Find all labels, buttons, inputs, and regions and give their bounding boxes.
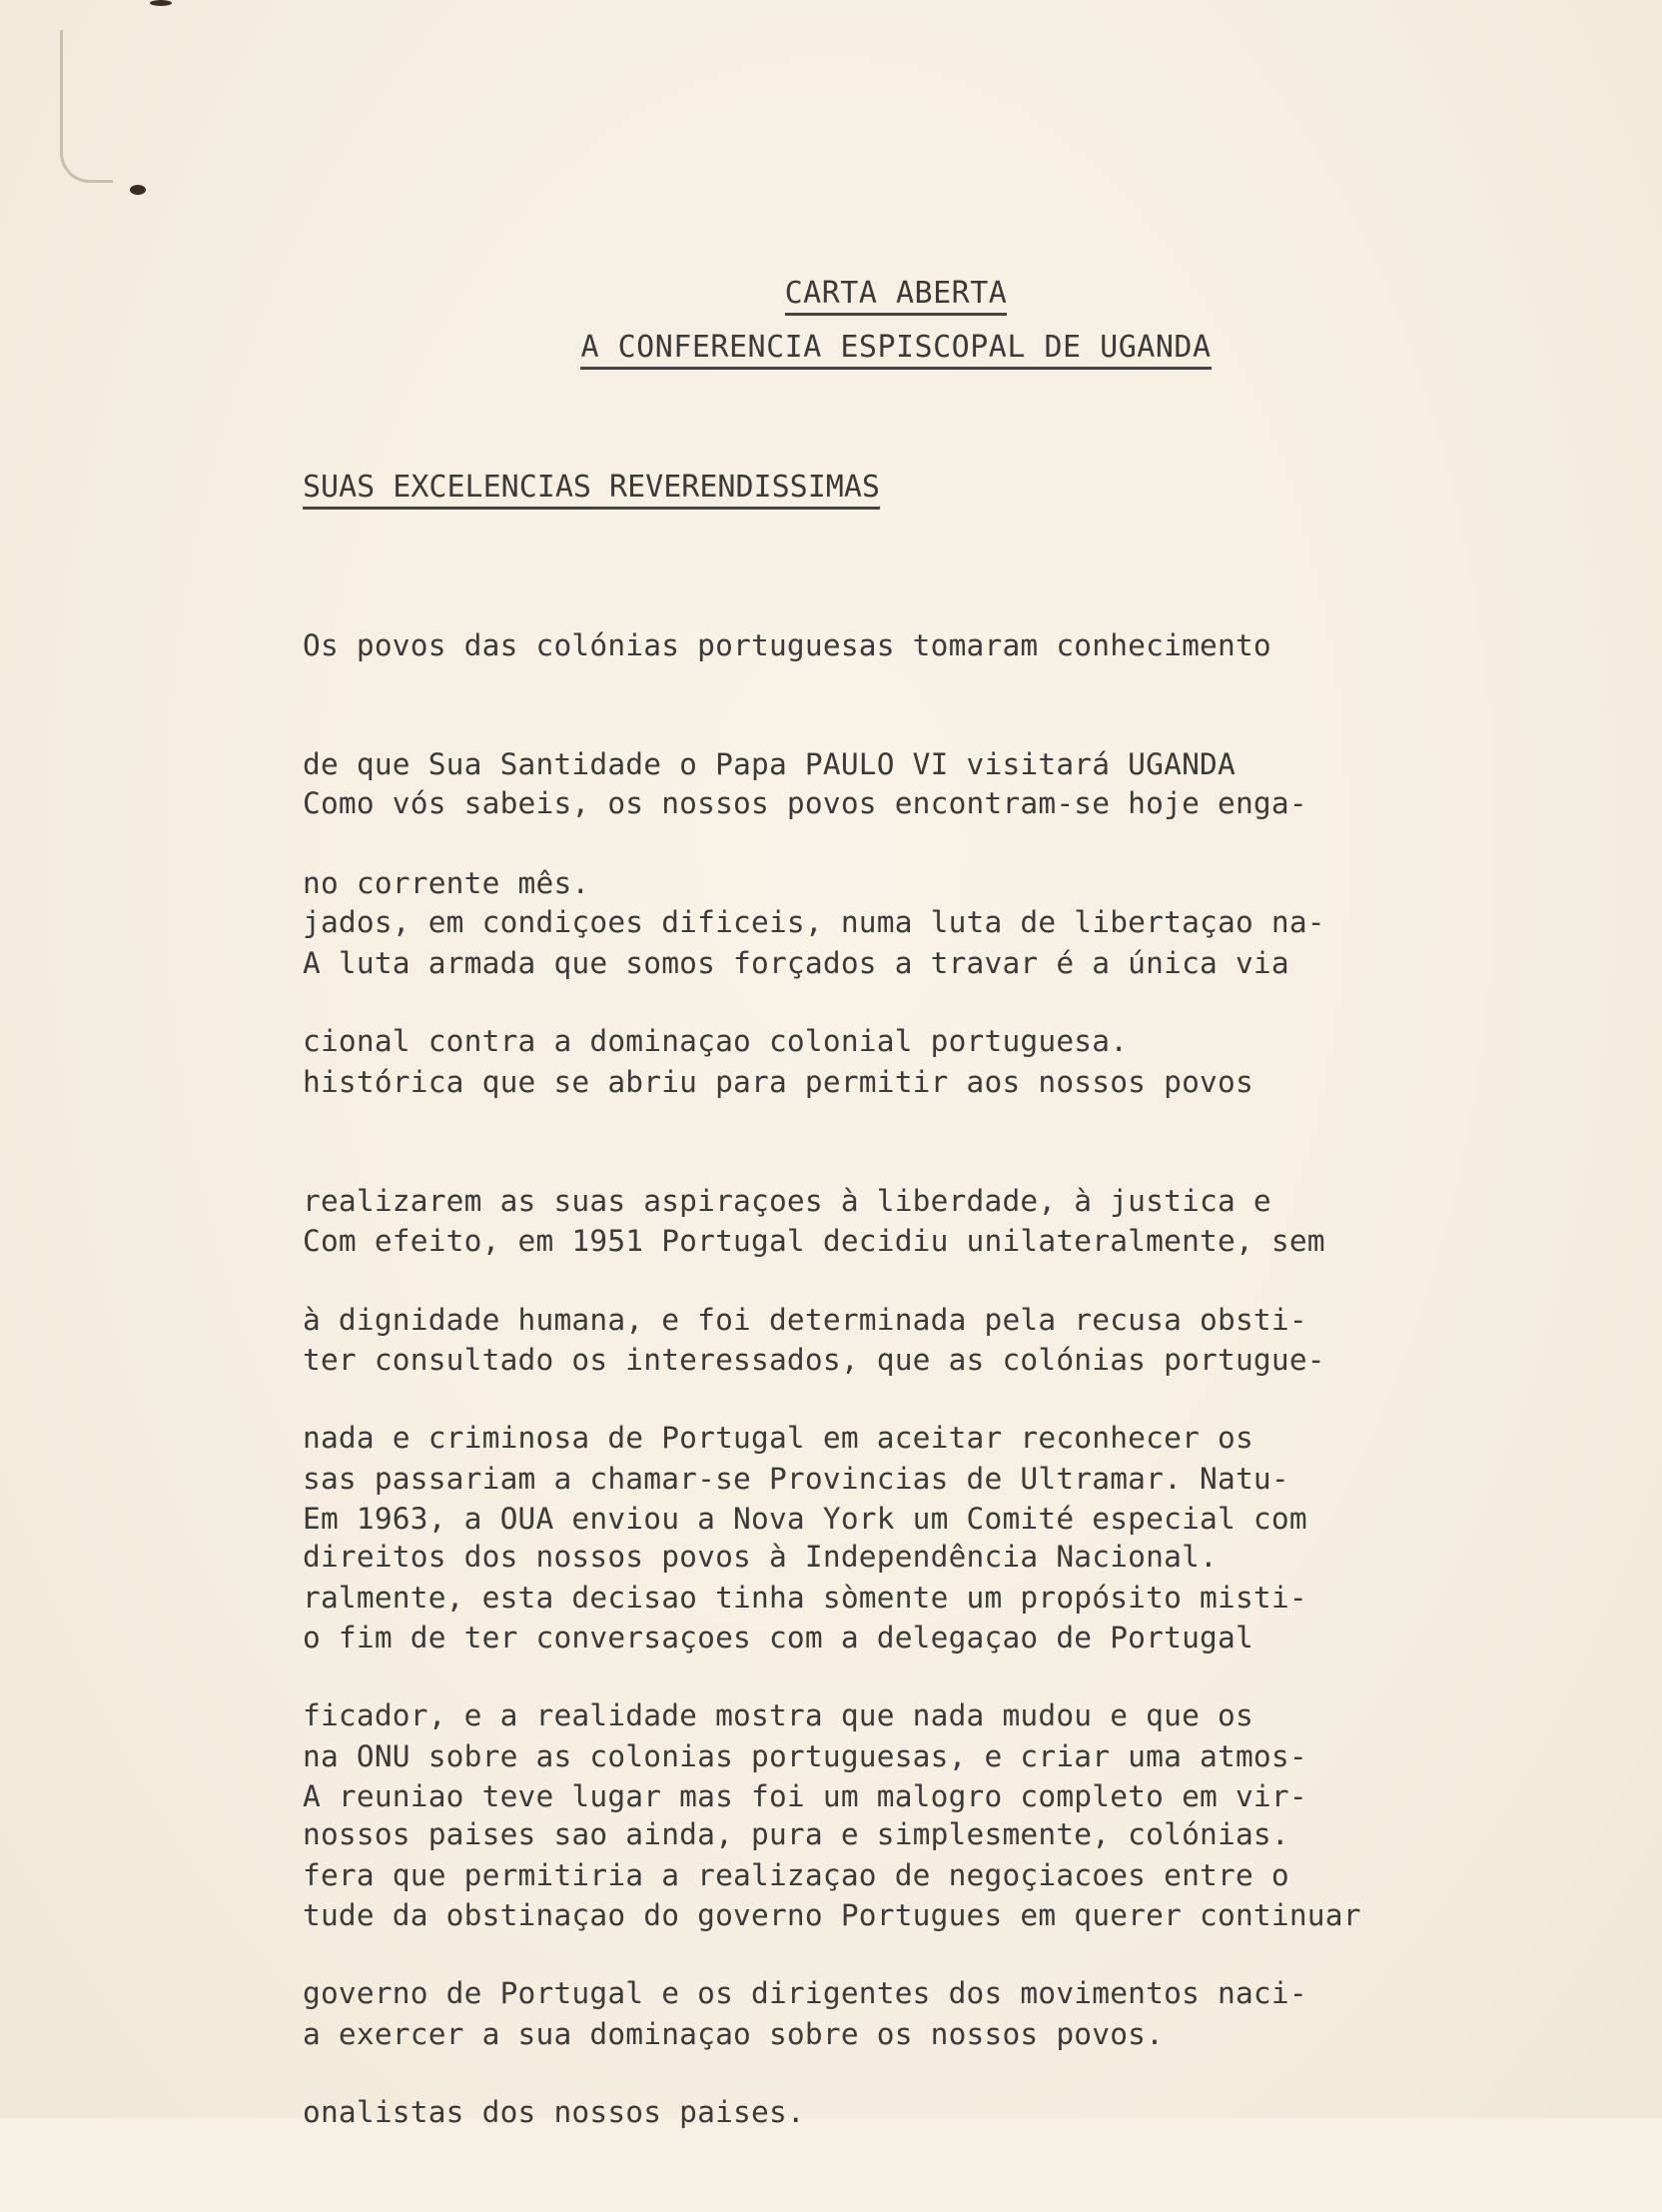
text-line: sas passariam a chamar-se Provincias de Ultramar. Natu-	[303, 1461, 1289, 1496]
text-line: ter consultado os interessados, que as colónias portugue-	[303, 1342, 1325, 1377]
text-line: histórica que se abriu para permitir aos nossos povos	[303, 1064, 1253, 1099]
text-line: tude da obstinaçao do governo Portugues em querer continuar	[303, 1897, 1361, 1932]
text-line: a exercer a sua dominaçao sobre os nossos povos.	[303, 2016, 1165, 2051]
text-line: onalistas dos nossos paises.	[303, 2095, 805, 2130]
staple-mark	[60, 30, 113, 183]
text-line: no corrente mês.	[303, 865, 590, 900]
text-line: governo de Portugal e os dirigentes dos movimentos naci-	[303, 1976, 1307, 2011]
text-line: Em 1963, a OUA enviou a Nova York um Comité especial com	[303, 1502, 1307, 1537]
text-line: de que Sua Santidade o Papa PAULO VI visitará UGANDA	[303, 746, 1236, 781]
text-line: na ONU sobre as colonias portuguesas, e criar uma atmos-	[303, 1738, 1307, 1773]
text-line: Como vós sabeis, os nossos povos encontram-se hoje enga-	[303, 786, 1307, 821]
text-line: Os povos das colónias portuguesas tomaram conhecimento	[303, 628, 1271, 663]
text-line: A luta armada que somos forçados a travar é a única via	[303, 946, 1289, 981]
punch-hole-mark	[130, 185, 146, 195]
letter-addressee: A CONFERENCIA ESPISCOPAL DE UGANDA	[65, 330, 1662, 365]
text-line: o fim de ter conversaçoes com a delegaçao de Portugal	[303, 1620, 1253, 1655]
letter-title: CARTA ABERTA	[65, 276, 1662, 311]
ink-spot-mark	[150, 0, 172, 6]
text-line: à dignidade humana, e foi determinada pela recusa obsti-	[303, 1302, 1307, 1337]
text-line: direitos dos nossos povos à Independência Nacional.	[303, 1540, 1218, 1575]
text-line: A reuniao teve lugar mas foi um malogro completo em vir-	[303, 1779, 1307, 1814]
text-line: Com efeito, em 1951 Portugal decidiu unilateralmente, sem	[303, 1224, 1325, 1259]
text-line: nossos paises sao ainda, pura e simplesmente, colónias.	[303, 1817, 1289, 1852]
text-line: ficador, e a realidade mostra que nada mudou e que os	[303, 1698, 1253, 1733]
salutation: SUAS EXCELENCIAS REVERENDISSIMAS	[303, 470, 880, 510]
text-line: nada e criminosa de Portugal em aceitar reconhecer os	[303, 1421, 1253, 1456]
text-line: realizarem as suas aspiraçoes à liberdade, à justica e	[303, 1183, 1271, 1218]
text-line: ralmente, esta decisao tinha sòmente um propósito misti-	[303, 1580, 1307, 1615]
paragraph-6	[303, 1698, 1541, 2134]
text-line: jados, em condiçoes dificeis, numa luta de libertaçao na-	[303, 904, 1325, 939]
text-line: cional contra a dominaçao colonial portuguesa.	[303, 1023, 1129, 1058]
text-line: fera que permitiria a realizaçao de negoçiacoes entre o	[303, 1857, 1289, 1892]
